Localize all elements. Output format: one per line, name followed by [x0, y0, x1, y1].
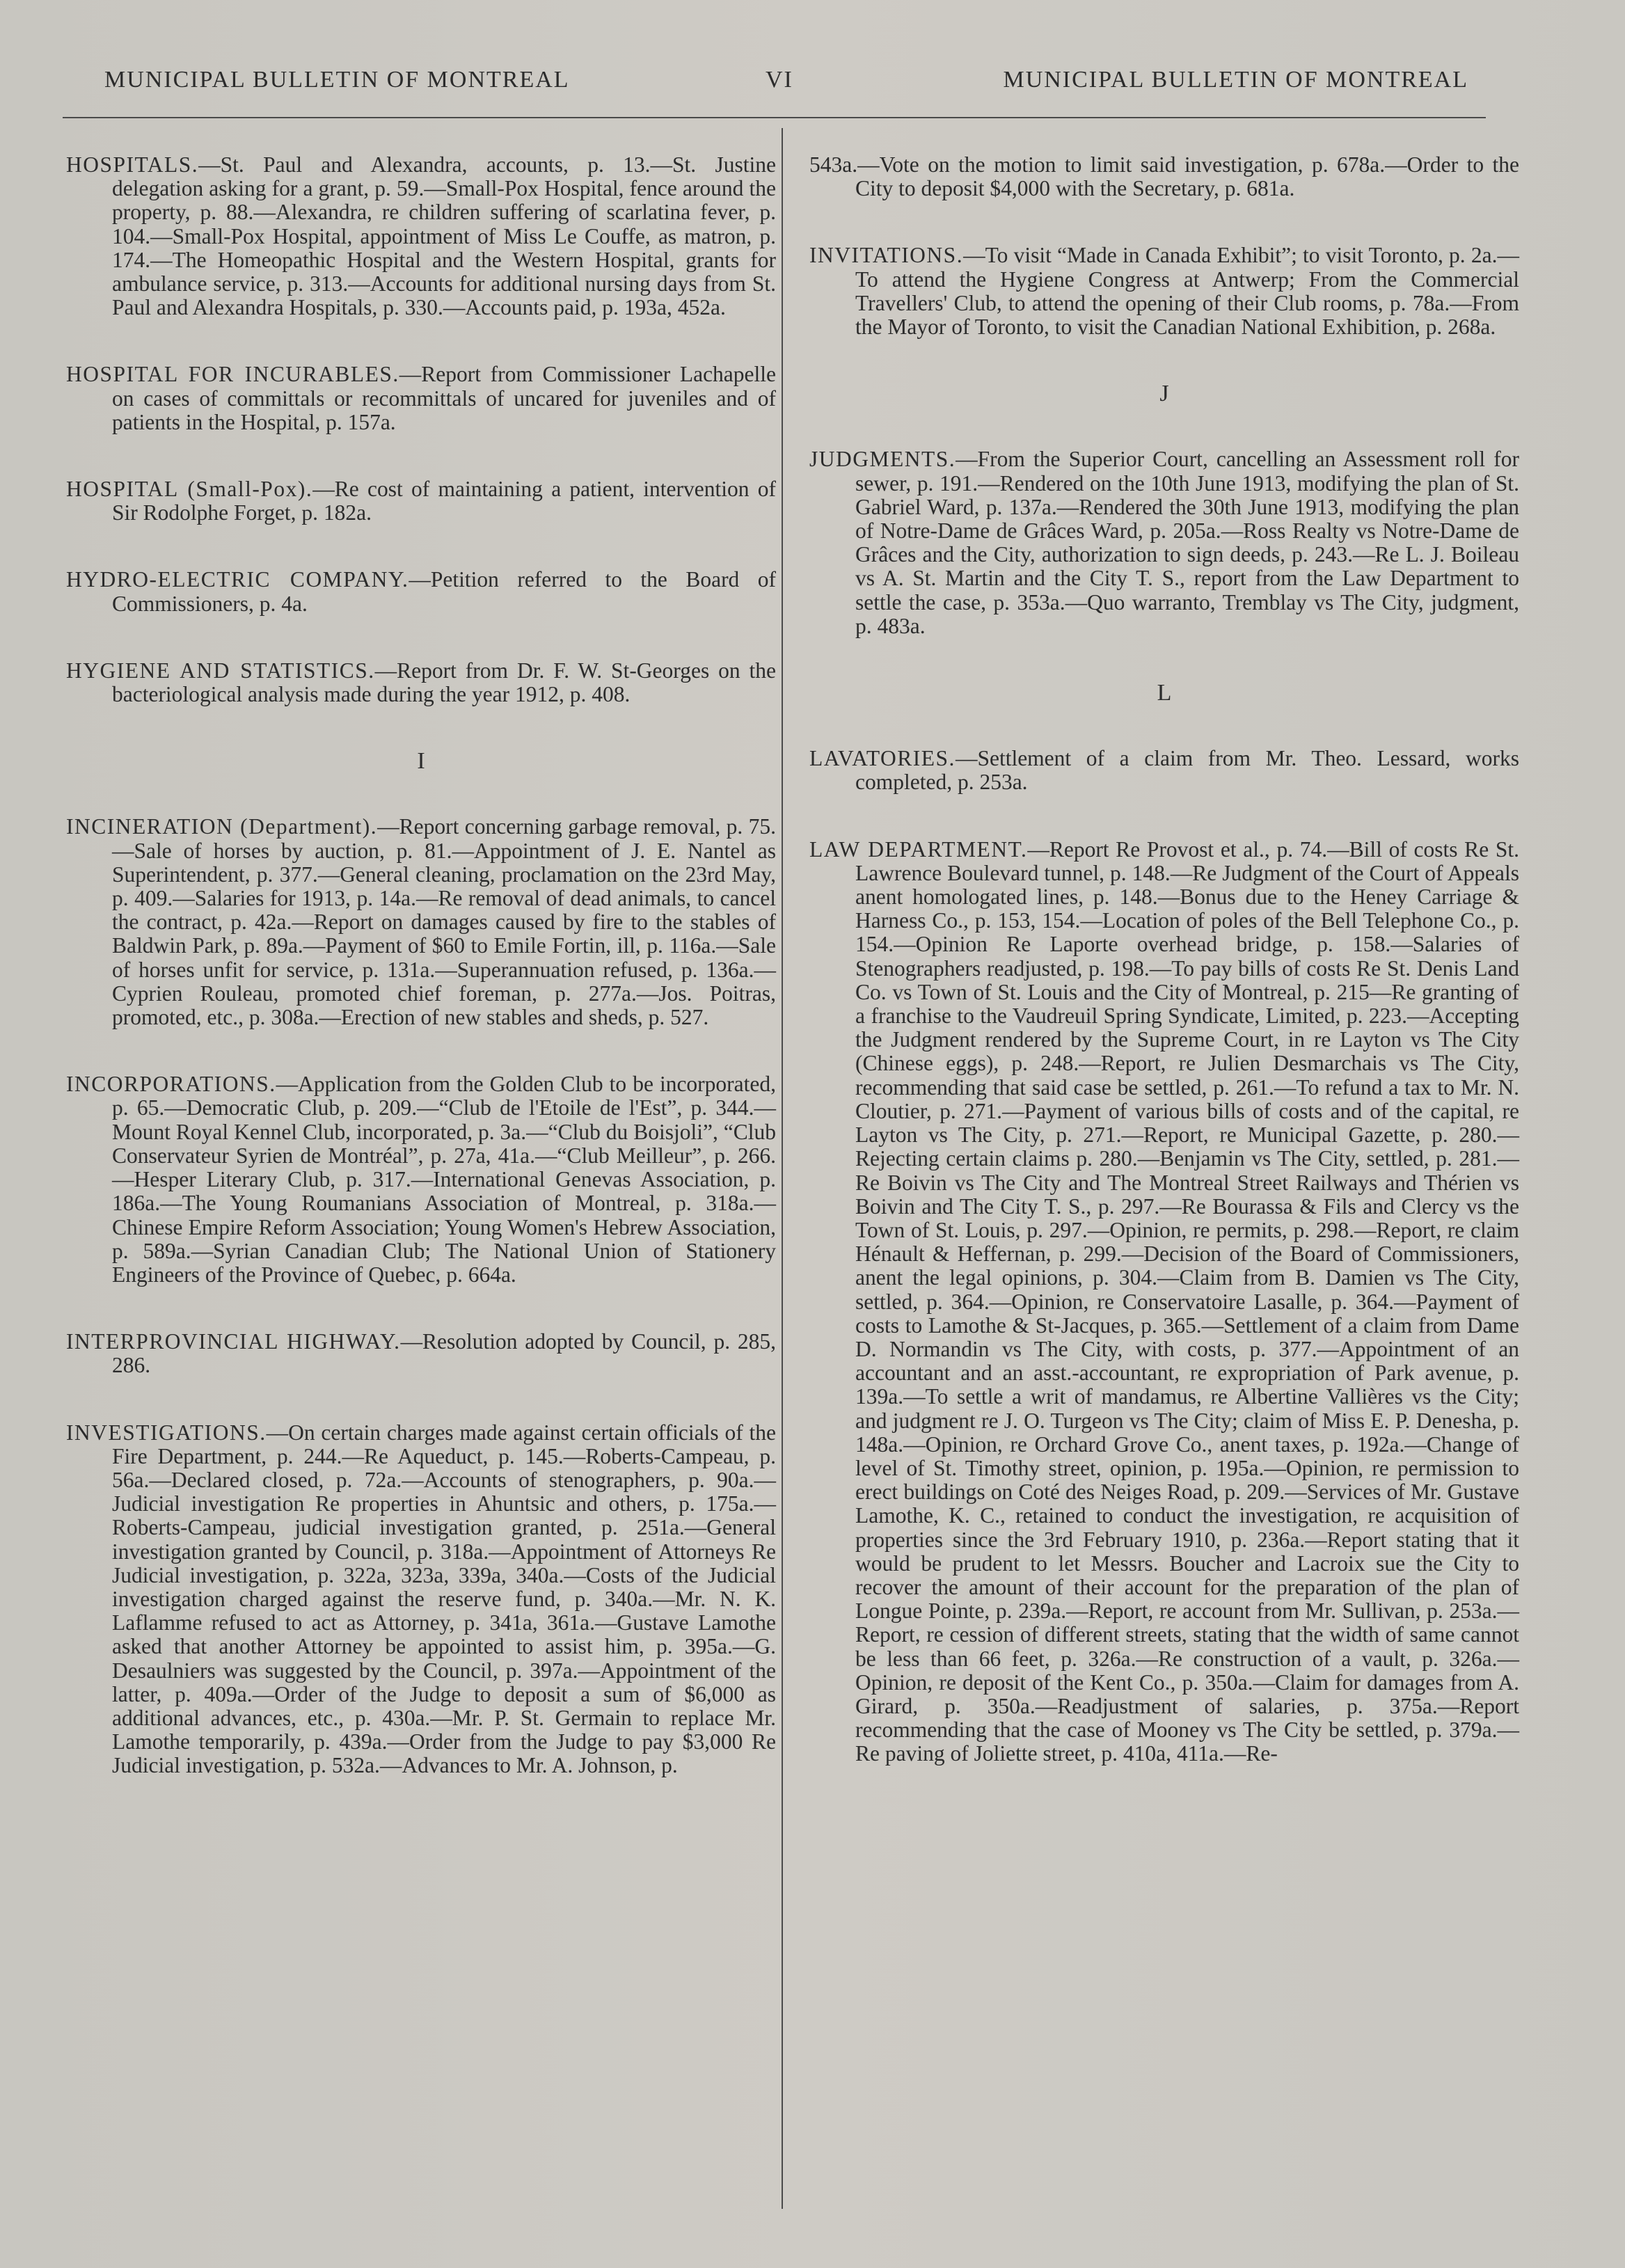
- entry-heading: HYGIENE AND STATISTICS.: [66, 658, 375, 683]
- entry-heading: LAVATORIES.: [809, 746, 956, 771]
- entry-heading: INVITATIONS.: [809, 243, 964, 268]
- entry-text: —Report Re Provost et al., p. 74.—Bill of costs Re St. Lawrence Boulevard tunnel, p. 148.—Re Judgment of the Court of Appeals anent homologated lines, p. 148.—Bonus due to the Heney Carriage & Harness Co., p. 153, 154.—Location of poles of the Bell Telephone Co., p. 154.—Opinion Re Laporte overhead bridge, p. 158.—Salaries of Stenographers readjusted, p. 198.—To pay bills of costs Re St. Denis Land Co. vs Town of St. Louis and the City of Montreal, p. 215—Re granting of a franchise to the Vaudreuil Spring Syndicate, Limited, p. 223.—Accepting the Judgment rendered by the Supreme Court, in re Layton vs The City (Chinese eggs), p. 248.—Report, re Julien Desmarchais vs The City, recommending that said case be settled, p. 261.—To refund a tax to Mr. N. Cloutier, p. 271.—Payment of various bills of costs and of the capital, re Layton vs The City, p. 271.—Report, re Municipal Gazette, p. 280.—Rejecting certain claims p. 280.—Benjamin vs The City, settled, p. 281.—Re Boivin vs The City and The Montreal Street Railways and Thérien vs Boivin and The City T. S., p. 297.—Re Bourassa & Fils and Clercy vs the Town of St. Louis, p. 297.—Opinion, re permits, p. 298.—Report, re claim Hénault & Heffernan, p. 299.—Decision of the Board of Commissioners, anent the legal opinions, p. 304.—Claim from B. Damien vs The City, settled, p. 364.—Opinion, re Conservatoire Lasalle, p. 364.—Payment of costs to Lamothe & St-Jacques, p. 365.—Settlement of a claim from Dame D. Normandin vs The City, with costs, p. 377.—Appointment of an accountant and an asst.-accountant, re expropriation of Park avenue, p. 139a.—To settle a writ of mandamus, re Albertine Vallières vs the City; and judgment re J. O. Turgeon vs The City; claim of Miss E. P. Denesha, p. 148a.—Opinion, re Orchard Grove Co., anent taxes, p. 192a.—Change of level of St. Timothy street, opinion, p. 195a.—Opinion, re permission to erect buildings on Coté des Neiges Road, p. 209.—Services of Mr. Gustave Lamothe, K. C., retained to conduct the investigation, re acquisition of properties since the 3rd February 1910, p. 236a.—Report stating that it would be prudent to let Messrs. Boucher and Lacroix sue the City to recover the amount of their account for the preparation of the plan of Longue Pointe, p. 239a.—Report, re account from Mr. Sullivan, p. 253a.—Report, re cession of different streets, stating that the width of same cannot be less than 66 feet, p. 326a.—Re construction of a vault, p. 326a.—Opinion, re deposit of the Kent Co., p. 350a.—Claim for damages from A. Girard, p. 350a.—Readjustment of salaries, p. 375a.—Report recommending that the case of Mooney vs The City be settled, p. 379a.—Re paving of Joliette street, p. 410a, 411a.—Re-: [855, 836, 1519, 1766]
- entry-text: —Report from Dr. F. W. St-Georges on the bacteriological analysis made during the year 1912, p. 408.: [112, 658, 776, 707]
- section-letter: J: [1159, 381, 1169, 407]
- index-entry: [66, 1072, 776, 1287]
- index-entry-continuation: [809, 153, 1519, 200]
- index-entry: [66, 1330, 776, 1377]
- index-entry: [809, 447, 1519, 638]
- right-column: [809, 153, 1519, 1809]
- entry-text: —Application from the Golden Club to be incorporated, p. 65.—Democratic Club, p. 209.—“Club de l'Etoile de l'Est”, p. 344.—Mount Royal Kennel Club, incorporated, p. 3a.—“Club du Boisjoli”, “Club Conservateur Syrien de Montréal”, p. 27a, 41a.—“Club Meilleur”, p. 266.—Hesper Literary Club, p. 317.—International Genevas Association, p. 186a.—The Young Roumanians Association of Montreal, p. 318a.—Chinese Empire Reform Association; Young Women's Hebrew Association, p. 589a.—Syrian Canadian Club; The National Union of Stationery Engineers of the Province of Quebec, p. 664a.: [112, 1072, 776, 1287]
- header-rule: [63, 117, 1486, 118]
- entry-heading: LAW DEPARTMENT.: [809, 836, 1028, 862]
- header-title-right: MUNICIPAL BULLETIN OF MONTREAL: [1003, 67, 1468, 93]
- index-entry: [66, 477, 776, 525]
- entry-heading: INTERPROVINCIAL HIGHWAY.: [66, 1329, 401, 1354]
- entry-text: —From the Superior Court, cancelling an Assessment roll for sewer, p. 191.—Rendered on the 10th June 1913, modifying the plan of St. Gabriel Ward, p. 137a.—Rendered the 30th June 1913, modifying the plan of Notre-Dame de Grâces Ward, p. 205a.—Ross Realty vs Notre-Dame de Grâces and the City, authorization to sign deeds, p. 243.—Re L. J. Boileau vs A. St. Martin and the City T. S., report from the Law Department to settle the case, p. 353a.—Quo warranto, Tremblay vs The City, judgment, p. 483a.: [855, 447, 1519, 638]
- index-entry: [66, 1421, 776, 1778]
- index-entry: [66, 815, 776, 1029]
- left-column: [66, 153, 776, 1821]
- entry-heading: HOSPITALS.: [66, 152, 199, 177]
- entry-text: —St. Paul and Alexandra, accounts, p. 13.—St. Justine delegation asking for a grant, p. 59.—Small-Pox Hospital, fence around the property, p. 88.—Alexandra, re children suffering of scarlatina fever, p. 104.—Small-Pox Hospital, appointment of Miss Le Couffe, as matron, p. 174.—The Homeopathic Hospital and the Western Hospital, grants for ambulance service, p. 313.—Accounts for additional nursing days from St. Paul and Alexandra Hospitals, p. 330.—Accounts paid, p. 193a, 452a.: [112, 152, 776, 320]
- column-divider: [782, 128, 783, 2209]
- entry-text: —Report from Commissioner Lachapelle on cases of committals or recommittals of uncared for juveniles and of patients in the Hospital, p. 157a.: [112, 362, 777, 434]
- entry-text: —Petition referred to the Board of Commissioners, p. 4a.: [112, 567, 776, 616]
- entry-text: —Report concerning garbage removal, p. 75.—Sale of horses by auction, p. 81.—Appointment of J. E. Nantel as Superintendent, p. 377.—General cleaning, proclamation on the 23rd May, p. 409.—Salaries for 1913, p. 14a.—Re removal of dead animals, to cancel the contract, p. 42a.—Report on damages caused by fire to the stables of Baldwin Park, p. 89a.—Payment of $60 to Emile Fortin, ill, p. 116a.—Sale of horses unfit for service, p. 131a.—Superannuation refused, p. 136a.—Cyprien Rouleau, promoted chief foreman, p. 277a.—Jos. Poitras, promoted, etc., p. 308a.—Erection of new stables and sheds, p. 527.: [112, 814, 777, 1030]
- section-letter: L: [1157, 680, 1172, 706]
- section-letter: I: [417, 748, 425, 775]
- index-entry: [809, 838, 1519, 1766]
- entry-heading: HOSPITAL (Small-Pox).: [66, 477, 313, 502]
- index-entry: [809, 747, 1519, 794]
- page-number: VI: [766, 67, 793, 93]
- entry-heading: HYDRO-ELECTRIC COMPANY.: [66, 567, 409, 592]
- index-entry: [66, 363, 776, 434]
- index-entry: [66, 568, 776, 615]
- entry-text: —Re cost of maintaining a patient, intervention of Sir Rodolphe Forget, p. 182a.: [112, 477, 777, 525]
- entry-text: —To visit “Made in Canada Exhibit”; to visit Toronto, p. 2a.—To attend the Hygiene Congress at Antwerp; From the Commercial Travellers' Club, to attend the opening of their Club rooms, p. 78a.—From the Mayor of Toronto, to visit the Canadian National Exhibition, p. 268a.: [855, 243, 1519, 340]
- index-entry: [66, 659, 776, 706]
- entry-text: —Resolution adopted by Council, p. 285, 286.: [112, 1329, 776, 1378]
- entry-text: —Settlement of a claim from Mr. Theo. Lessard, works completed, p. 253a.: [855, 746, 1519, 795]
- entry-heading: INCINERATION (Department).: [66, 814, 378, 839]
- index-entry: [809, 244, 1519, 339]
- index-entry: [66, 153, 776, 319]
- entry-text: 543a.—Vote on the motion to limit said investigation, p. 678a.—Order to the City to deposit $4,000 with the Secretary, p. 681a.: [809, 152, 1519, 201]
- running-header: [104, 67, 1468, 109]
- entry-heading: INVESTIGATIONS.: [66, 1420, 267, 1445]
- entry-heading: INCORPORATIONS.: [66, 1072, 276, 1097]
- header-title-left: MUNICIPAL BULLETIN OF MONTREAL: [104, 67, 570, 93]
- entry-heading: HOSPITAL FOR INCURABLES.: [66, 362, 399, 387]
- entry-heading: JUDGMENTS.: [809, 447, 956, 472]
- entry-text: —On certain charges made against certain officials of the Fire Department, p. 244.—Re Aqueduct, p. 145.—Roberts-Campeau, p. 56a.—Declared closed, p. 72a.—Accounts of stenographers, p. 90a.—Judicial investigation Re properties in Ahuntsic and others, p. 175a.—Roberts-Campeau, judicial investigation granted, p. 251a.—General investigation granted by Council, p. 318a.—Appointment of Attorneys Re Judicial investigation, p. 322a, 323a, 339a, 340a.—Costs of the Judicial investigation charged against the reserve fund, p. 340a.—Mr. N. K. Laflamme refused to act as Attorney, p. 341a, 361a.—Gustave Lamothe asked that another Attorney be appointed to assist him, p. 395a.—G. Desaulniers was suggested by the Council, p. 397a.—Appointment of the latter, p. 409a.—Order of the Judge to deposit a sum of $6,000 as additional advances, etc., p. 430a.—Mr. P. St. Germain to replace Mr. Lamothe temporarily, p. 439a.—Order from the Judge to pay $3,000 Re Judicial investigation, p. 532a.—Advances to Mr. A. Johnson, p.: [112, 1420, 776, 1778]
